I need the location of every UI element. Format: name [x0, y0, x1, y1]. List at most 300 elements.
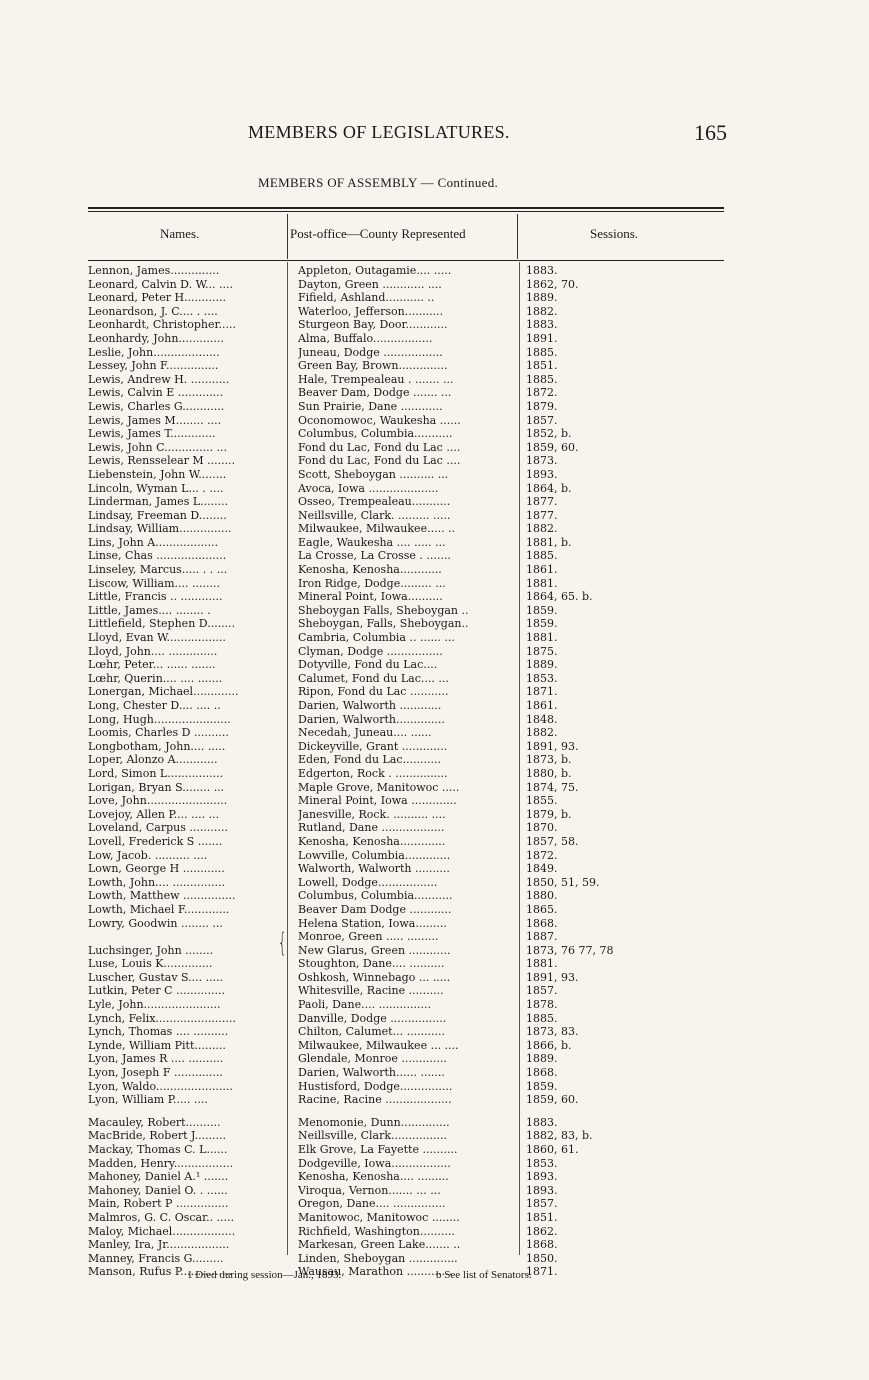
post-office-county: Clyman, Dodge ................ — [298, 644, 443, 658]
sessions-cell: 1885. — [526, 372, 558, 386]
sessions-cell: 1880, b. — [526, 766, 572, 780]
top-rule-thin — [88, 211, 724, 212]
table-row — [88, 1025, 738, 1039]
table-row — [88, 400, 738, 414]
member-name: Lynch, Felix....................... — [88, 1011, 236, 1025]
sessions-cell: 1859. — [526, 603, 558, 617]
table-row — [88, 373, 738, 387]
member-name: Leslie, John................... — [88, 345, 220, 359]
sessions-cell: 1857. — [526, 984, 558, 998]
column-header-sessions: Sessions. — [590, 226, 639, 241]
member-name: Lynch, Thomas .... .......... — [88, 1025, 229, 1039]
sessions-cell: 1872. — [526, 848, 558, 862]
sessions-cell: 1882. — [526, 522, 558, 536]
post-office-county: Sturgeon Bay, Door............ — [298, 318, 448, 332]
post-office-county: Eden, Fond du Lac........... — [298, 753, 442, 767]
member-name: Liebenstein, John W........ — [88, 467, 227, 481]
sessions-cell: 1881. — [526, 576, 558, 590]
sessions-cell: 1862. — [526, 1224, 558, 1238]
member-name: Little, James.... ........ . — [88, 603, 211, 617]
sessions-cell: 1871. — [526, 685, 558, 699]
sessions-cell: 1873, b. — [526, 753, 572, 767]
member-name: Lœhr, Querin.... .... ....... — [88, 671, 223, 685]
post-office-county: Janesville, Rock. .......... .... — [298, 807, 446, 821]
member-name: Linderman, James L........ — [88, 495, 229, 509]
post-office-county: Milwaukee, Milwaukee..... .. — [298, 522, 456, 536]
sessions-cell: 1881. — [526, 957, 558, 971]
member-name: Lovejoy, Allen P.... .... ... — [88, 807, 220, 821]
column-header-names: Names. — [160, 226, 200, 241]
column-divider-2 — [517, 214, 518, 259]
member-name: Luscher, Gustav S.... ..... — [88, 970, 224, 984]
member-name: Linseley, Marcus..... . . ... — [88, 563, 228, 577]
sessions-cell: 1891. — [526, 331, 558, 345]
post-office-county: Paoli, Dane.... ............... — [298, 998, 432, 1012]
post-office-county: Oshkosh, Winnebago ... ..... — [298, 970, 451, 984]
table-row — [88, 1197, 738, 1211]
table-row — [88, 781, 738, 795]
member-name: Liscow, William.... ........ — [88, 576, 220, 590]
members-table — [88, 264, 738, 1279]
sessions-cell: 1859, 60. — [526, 440, 579, 454]
post-office-county: Darien, Walworth...... ....... — [298, 1066, 445, 1080]
post-office-county: Chilton, Calumet... ........... — [298, 1025, 446, 1039]
column-divider-1 — [287, 214, 288, 259]
table-row — [88, 876, 738, 890]
top-double-rule — [88, 207, 724, 209]
table-row — [88, 1080, 738, 1094]
sessions-cell: 1889. — [526, 291, 558, 305]
table-row — [88, 1211, 738, 1225]
member-name: Lord, Simon L................ — [88, 766, 224, 780]
post-office-county: Danville, Dodge ................ — [298, 1011, 447, 1025]
table-row — [88, 1143, 738, 1157]
member-name: Leonhardt, Christopher..... — [88, 318, 237, 332]
post-office-county: Sun Prairie, Dane ............ — [298, 399, 443, 413]
table-row — [88, 1039, 738, 1053]
table-row — [88, 454, 738, 468]
post-office-county: Kenosha, Kenosha.... ......... — [298, 1170, 449, 1184]
post-office-county: Menomonie, Dunn.............. — [298, 1115, 450, 1129]
post-office-county: Hale, Trempealeau . ....... ... — [298, 372, 454, 386]
sessions-cell: 1859. — [526, 617, 558, 631]
table-row — [88, 414, 738, 428]
footnote-died: 1 Died during session—Jan., 1893. — [187, 1269, 342, 1281]
table-row — [88, 264, 738, 278]
table-row — [88, 1012, 738, 1026]
sessions-cell: 1865. — [526, 902, 558, 916]
post-office-county: Columbus, Columbia........... — [298, 889, 453, 903]
sessions-cell: 1880. — [526, 889, 558, 903]
sessions-cell: 1881, b. — [526, 535, 572, 549]
table-row — [88, 835, 738, 849]
post-office-county: Neillsville, Clark. ......... ..... — [298, 508, 451, 522]
table-row — [88, 645, 738, 659]
member-name: MacBride, Robert J......... — [88, 1129, 227, 1143]
member-name: Lins, John A.................. — [88, 535, 219, 549]
sessions-cell: 1851. — [526, 359, 558, 373]
member-name: Lewis, Andrew H. ........... — [88, 372, 230, 386]
member-name: Leonard, Peter H............ — [88, 291, 227, 305]
post-office-county: Green Bay, Brown.............. — [298, 359, 448, 373]
table-row — [88, 1252, 738, 1266]
member-name: Lyon, Waldo...................... — [88, 1079, 233, 1093]
member-name: Loomis, Charles D .......... — [88, 726, 229, 740]
table-row — [88, 318, 738, 332]
table-row — [88, 998, 738, 1012]
post-office-county: Racine, Racine ................... — [298, 1093, 452, 1107]
member-name: Main, Robert P ............... — [88, 1197, 229, 1211]
sessions-cell: 1859, 60. — [526, 1093, 579, 1107]
member-name: Mahoney, Daniel A.¹ ....... — [88, 1170, 229, 1184]
member-name: Maloy, Michael.................. — [88, 1224, 236, 1238]
sessions-cell: 1873, 76 77, 78 — [526, 943, 614, 957]
post-office-county: Alma, Buffalo................. — [298, 331, 433, 345]
member-name: Lyon, William P..... .... — [88, 1093, 208, 1107]
post-office-county: Beaver Dam, Dodge ....... ... — [298, 386, 452, 400]
table-row — [88, 278, 738, 292]
table-row — [88, 1052, 738, 1066]
sessions-cell: 1868. — [526, 1238, 558, 1252]
sessions-cell: 1887. — [526, 930, 558, 944]
sessions-cell: 1872. — [526, 386, 558, 400]
table-row — [88, 699, 738, 713]
table-row — [88, 1093, 738, 1107]
table-row — [88, 1116, 738, 1130]
table-row — [88, 767, 738, 781]
sessions-cell: 1877. — [526, 495, 558, 509]
post-office-county: Manitowoc, Manitowoc ........ — [298, 1210, 460, 1224]
member-name: Lowth, John.... ............... — [88, 875, 225, 889]
member-name: Loper, Alonzo A............ — [88, 753, 218, 767]
post-office-county: Edgerton, Rock . ............... — [298, 766, 448, 780]
post-office-county: Dayton, Green ............ .... — [298, 277, 442, 291]
table-row — [88, 468, 738, 482]
sessions-cell: 1885. — [526, 345, 558, 359]
sessions-cell: 1882. — [526, 726, 558, 740]
sessions-cell: 1891, 93. — [526, 970, 579, 984]
post-office-county: Markesan, Green Lake....... .. — [298, 1238, 461, 1252]
sessions-cell: 1866, b. — [526, 1038, 572, 1052]
table-row — [88, 1157, 738, 1171]
table-row — [88, 590, 738, 604]
sessions-cell: 1853. — [526, 671, 558, 685]
sessions-cell: 1883. — [526, 264, 558, 277]
member-name: Lindsay, William............... — [88, 522, 232, 536]
table-subtitle: MEMBERS OF ASSEMBLY — Continued. — [258, 175, 499, 190]
member-name: Lowry, Goodwin ........ ... — [88, 916, 223, 930]
member-name: Lyon, Joseph F .............. — [88, 1066, 223, 1080]
post-office-county: Dodgeville, Iowa................. — [298, 1156, 451, 1170]
member-name: Low, Jacob. .......... .... — [88, 848, 208, 862]
member-name: Manney, Francis G......... — [88, 1251, 224, 1265]
sessions-cell: 1885. — [526, 549, 558, 563]
member-name: Lewis, Charles G............ — [88, 399, 225, 413]
member-name: Manson, Rufus P............... — [88, 1265, 233, 1279]
table-row — [88, 291, 738, 305]
post-office-county: Iron Ridge, Dodge......... ... — [298, 576, 446, 590]
member-name: Lessey, John F............... — [88, 359, 219, 373]
post-office-county: Whitesville, Racine .......... — [298, 984, 444, 998]
table-row — [88, 808, 738, 822]
post-office-county: New Glarus, Green ............ — [298, 943, 451, 957]
header-bottom-rule — [88, 260, 724, 261]
post-office-county: Columbus, Columbia........... — [298, 427, 453, 441]
sessions-cell: 1893. — [526, 1170, 558, 1184]
table-row — [88, 427, 738, 441]
table-row — [88, 441, 738, 455]
sessions-cell: 1870. — [526, 821, 558, 835]
table-row — [88, 563, 738, 577]
table-row — [88, 359, 738, 373]
member-name: Long, Chester D.... .... .. — [88, 699, 221, 712]
post-office-county: Necedah, Juneau.... ...... — [298, 726, 432, 740]
table-row — [88, 889, 738, 903]
sessions-cell: 1850, 51, 59. — [526, 875, 600, 889]
post-office-county: Avoca, Iowa .................... — [298, 481, 439, 495]
table-row — [88, 821, 738, 835]
member-name: Lyle, John...................... — [88, 998, 221, 1012]
member-name: Lewis, John C.............. ... — [88, 440, 228, 454]
table-row — [88, 1129, 738, 1143]
table-row — [88, 794, 738, 808]
member-name: Leonard, Calvin D. W... .... — [88, 277, 233, 291]
member-name: Loveland, Carpus ........... — [88, 821, 228, 835]
post-office-county: Monroe, Green ..... ......... — [298, 930, 439, 944]
sessions-cell: 1861. — [526, 563, 558, 577]
post-office-county: Darien, Walworth ............ — [298, 699, 442, 712]
member-name: Lincoln, Wyman L... . .... — [88, 481, 224, 495]
member-name: Love, John....................... — [88, 794, 228, 808]
post-office-county: Neillsville, Clark................ — [298, 1129, 447, 1143]
table-row — [88, 346, 738, 360]
post-office-county: Mineral Point, Iowa.......... — [298, 590, 443, 604]
member-name: Littlefield, Stephen D........ — [88, 617, 236, 631]
member-name: Lowth, Matthew ............... — [88, 889, 236, 903]
table-row — [88, 495, 738, 509]
sessions-cell: 1868. — [526, 916, 558, 930]
post-office-county: Sheboygan, Falls, Sheboygan.. — [298, 617, 469, 631]
table-row — [88, 522, 738, 536]
footnote-senators: b See list of Senators. — [436, 1269, 532, 1281]
member-name: Lynde, William Pitt......... — [88, 1038, 226, 1052]
sessions-cell: 1885. — [526, 1011, 558, 1025]
table-row — [88, 672, 738, 686]
post-office-county: Milwaukee, Milwaukee ... .... — [298, 1038, 459, 1052]
member-name: Lewis, James T............. — [88, 427, 216, 441]
member-name: Manley, Ira, Jr.................. — [88, 1238, 230, 1252]
member-name: Malmros, G. C. Oscar.. ..... — [88, 1210, 235, 1224]
member-name: Lindsay, Freeman D........ — [88, 508, 227, 522]
post-office-county: Walworth, Walworth .......... — [298, 862, 450, 876]
sessions-cell: 1861. — [526, 699, 558, 712]
member-name: Lewis, Calvin E ............. — [88, 386, 224, 400]
table-row — [88, 903, 738, 917]
post-office-county: Oconomowoc, Waukesha ...... — [298, 413, 461, 427]
post-office-county: Lowell, Dodge................. — [298, 875, 438, 889]
post-office-county: Scott, Sheboygan .......... ... — [298, 467, 449, 481]
table-row — [88, 1066, 738, 1080]
post-office-county: Kenosha, Kenosha............. — [298, 834, 446, 848]
table-row — [88, 971, 738, 985]
member-name: Lutkin, Peter C .............. — [88, 984, 226, 998]
table-row — [88, 549, 738, 563]
member-name: Lœhr, Peter... ...... ....... — [88, 658, 216, 672]
table-row — [88, 917, 738, 931]
post-office-county: Sheboygan Falls, Sheboygan .. — [298, 603, 469, 617]
post-office-county: Dickeyville, Grant ............. — [298, 739, 448, 753]
member-name: Longbotham, John.... ..... — [88, 739, 226, 753]
post-office-county: Hustisford, Dodge............... — [298, 1079, 453, 1093]
sessions-cell: 1882. — [526, 304, 558, 318]
post-office-county: Fond du Lac, Fond du Lac .... — [298, 454, 461, 468]
post-office-county: Osseo, Trempealeau........... — [298, 495, 451, 509]
member-name: Lonergan, Michael............. — [88, 685, 239, 699]
sessions-cell: 1848. — [526, 712, 558, 726]
post-office-county: Viroqua, Vernon....... ... ... — [298, 1183, 441, 1197]
member-name: Linse, Chas .................... — [88, 549, 227, 563]
table-row — [88, 1265, 738, 1279]
table-row — [88, 305, 738, 319]
post-office-county: Kenosha, Kenosha............ — [298, 563, 442, 577]
sessions-cell: 1852, b. — [526, 427, 572, 441]
member-name: Lyon, James R .... .......... — [88, 1052, 224, 1066]
sessions-cell: 1875. — [526, 644, 558, 658]
post-office-county: Beaver Dam Dodge ............ — [298, 902, 452, 916]
member-name: Little, Francis .. ............ — [88, 590, 223, 604]
sessions-cell: 1864, b. — [526, 481, 572, 495]
member-name: Long, Hugh...................... — [88, 712, 231, 726]
post-office-county: Ripon, Fond du Lac ........... — [298, 685, 449, 699]
sessions-cell: 1882, 83, b. — [526, 1129, 593, 1143]
table-row — [88, 577, 738, 591]
member-name: Leonhardy, John............. — [88, 331, 224, 345]
table-row — [88, 930, 738, 944]
sessions-cell: 1878. — [526, 998, 558, 1012]
table-row — [88, 753, 738, 767]
sessions-cell: 1862, 70. — [526, 277, 579, 291]
sessions-cell: 1864, 65. b. — [526, 590, 593, 604]
sessions-cell: 1851. — [526, 1210, 558, 1224]
post-office-county: Wausau, Marathon ............. — [298, 1265, 453, 1279]
member-name: Luchsinger, John ........ — [88, 943, 214, 957]
post-office-county: Stoughton, Dane.... .......... — [298, 957, 445, 971]
post-office-county: Oregon, Dane.... ............... — [298, 1197, 446, 1211]
sessions-cell: 1877. — [526, 508, 558, 522]
sessions-cell: 1855. — [526, 794, 558, 808]
table-row — [88, 658, 738, 672]
sessions-cell: 1849. — [526, 862, 558, 876]
sessions-cell: 1874, 75. — [526, 780, 579, 794]
table-row — [88, 631, 738, 645]
post-office-county: Waterloo, Jefferson........... — [298, 304, 444, 318]
member-name: Lorigan, Bryan S........ ... — [88, 780, 225, 794]
sessions-cell: 1889. — [526, 1052, 558, 1066]
post-office-county: Glendale, Monroe ............. — [298, 1052, 447, 1066]
post-office-county: Dotyville, Fond du Lac.... — [298, 658, 438, 672]
member-name: Lewis, James M........ .... — [88, 413, 222, 427]
sessions-cell: 1893. — [526, 467, 558, 481]
post-office-county: Fifield, Ashland........... .. — [298, 291, 435, 305]
post-office-county: La Crosse, La Crosse . ....... — [298, 549, 451, 563]
running-title: MEMBERS OF LEGISLATURES. — [248, 122, 510, 142]
post-office-county: Elk Grove, La Fayette .......... — [298, 1143, 458, 1156]
post-office-county: Maple Grove, Manitowoc ..... — [298, 780, 460, 794]
sessions-cell: 1881. — [526, 631, 558, 645]
page-number: 165 — [694, 120, 727, 145]
sessions-cell: 1891, 93. — [526, 739, 579, 753]
table-row — [88, 1170, 738, 1184]
post-office-county: Rutland, Dane .................. — [298, 821, 445, 835]
post-office-county: Helena Station, Iowa......... — [298, 916, 447, 930]
member-name: Mahoney, Daniel O. . ...... — [88, 1183, 228, 1197]
sessions-cell: 1857, 58. — [526, 834, 579, 848]
post-office-county: Juneau, Dodge ................. — [298, 345, 443, 359]
post-office-county: Richfield, Washington.......... — [298, 1224, 455, 1238]
table-row — [88, 536, 738, 550]
sessions-cell: 1883. — [526, 1115, 558, 1129]
post-office-county: Appleton, Outagamie.... ..... — [298, 264, 452, 277]
sessions-cell: 1879. — [526, 399, 558, 413]
sessions-cell: 1873. — [526, 454, 558, 468]
sessions-cell: 1857. — [526, 1197, 558, 1211]
sessions-cell: 1883. — [526, 318, 558, 332]
table-row — [88, 713, 738, 727]
table-row — [88, 482, 738, 496]
member-name: Madden, Henry................. — [88, 1156, 234, 1170]
member-name: Macauley, Robert.......... — [88, 1115, 221, 1129]
post-office-county: Mineral Point, Iowa ............. — [298, 794, 457, 808]
post-office-county: Fond du Lac, Fond du Lac .... — [298, 440, 461, 454]
table-row — [88, 984, 738, 998]
member-name: Lloyd, Evan W................. — [88, 631, 226, 645]
sessions-cell: 1859. — [526, 1079, 558, 1093]
table-row — [88, 862, 738, 876]
sessions-cell: 1879, b. — [526, 807, 572, 821]
post-office-county: Darien, Walworth.............. — [298, 712, 445, 726]
table-row — [88, 604, 738, 618]
post-office-county: Calumet, Fond du Lac.... ... — [298, 671, 449, 685]
member-name: Mackay, Thomas C. L...... — [88, 1143, 228, 1156]
member-name: Lovell, Frederick S ....... — [88, 834, 223, 848]
table-row — [88, 740, 738, 754]
table-row — [88, 726, 738, 740]
post-office-county: Cambria, Columbia .. ...... ... — [298, 631, 455, 645]
member-name: Lloyd, John.... .............. — [88, 644, 218, 658]
sessions-cell: 1853. — [526, 1156, 558, 1170]
table-row — [88, 957, 738, 971]
post-office-county: Eagle, Waukesha .... ..... ... — [298, 535, 446, 549]
table-row — [88, 332, 738, 346]
table-row — [88, 1225, 738, 1239]
post-office-county: Lowville, Columbia............. — [298, 848, 451, 862]
sessions-cell: 1889. — [526, 658, 558, 672]
table-row — [88, 617, 738, 631]
table-row — [88, 509, 738, 523]
column-header-post-office: Post-office—County Represented — [290, 226, 466, 241]
table-row — [88, 849, 738, 863]
sessions-cell: 1868. — [526, 1066, 558, 1080]
post-office-county: Linden, Sheboygan .............. — [298, 1251, 458, 1265]
member-name: Lewis, Rensselear M ........ — [88, 454, 236, 468]
sessions-cell: 1857. — [526, 413, 558, 427]
sessions-cell: 1860, 61. — [526, 1143, 579, 1156]
table-row — [88, 1238, 738, 1252]
member-name: Luse, Louis K.............. — [88, 957, 213, 971]
sessions-cell: 1871. — [526, 1265, 558, 1279]
sessions-cell: 1873, 83. — [526, 1025, 579, 1039]
table-row — [88, 386, 738, 400]
